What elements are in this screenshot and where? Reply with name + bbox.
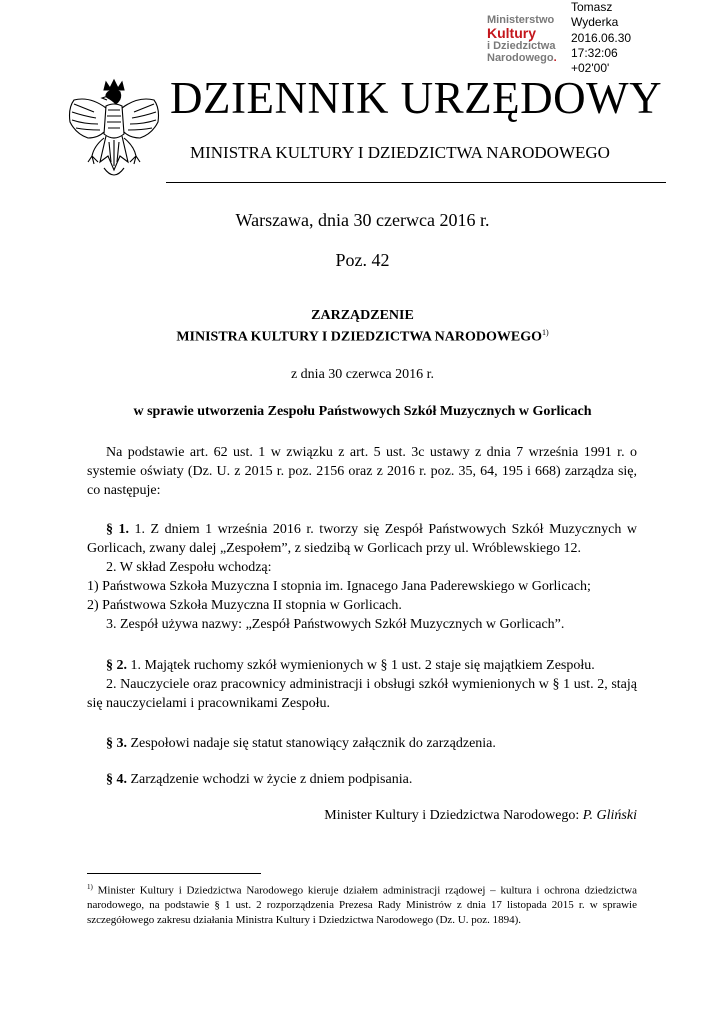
stamp-line-2: Kultury [487, 25, 536, 41]
footnote-divider [87, 873, 261, 874]
section-2-para-1: § 2. 1. Majątek ruchomy szkół wymienionych w § 1 ust. 2 staje się majątkiem Zespołu. [106, 658, 595, 673]
stamp-line-3: i Dziedzictwa [487, 40, 556, 52]
footnote: $^{1)}$ Minister Kultury i Dziedzictwa Narodowego kieruje działem administracji rządowej – kultura i ochrona dziedzictwa narodowego, na podstawie § 1 ust. 2 rozporządzenia Prezesa Rady Ministrów z dnia 17 listopada 2015 r. w sprawie szczegółowego zakresu działania Ministra Kultury i Dziedzictwa Narodowego (Dz. U. poz. 1894). [87, 883, 637, 926]
gazette-title: DZIENNIK URZĘDOWY [170, 73, 663, 123]
gazette-subtitle: MINISTRA KULTURY I DZIEDZICTWA NARODOWEGO [190, 143, 610, 162]
stamp-line-4: Narodowego. [487, 52, 557, 64]
issuer-heading: MINISTRA KULTURY I DZIEDZICTWA NARODOWEGO$^{1)}$ [176, 328, 549, 345]
position-number: Poz. 42 [335, 250, 390, 270]
ministry-stamp-logo [487, 14, 557, 64]
polish-eagle-icon [64, 78, 164, 188]
section-4: § 4. Zarządzenie wchodzi w życie z dniem podpisania. [106, 772, 413, 787]
stamp-line-1: Ministerstwo [487, 14, 555, 26]
section-1-item-1: 1) Państwowa Szkoła Muzyczna I stopnia im. Ignacego Jana Paderewskiego w Gorlicach; [87, 579, 591, 594]
section-2-para-2: 2. Nauczyciele oraz pracownicy administracji i obsługi szkół wymienionych w § 1 ust. 2, stają się nauczycielami i pracownikami Zespołu. [87, 677, 637, 711]
section-1-item-2: 2) Państwowa Szkoła Muzyczna II stopnia w Gorlicach. [87, 598, 402, 613]
footnote-ref: 1) [541, 328, 549, 337]
act-type-heading: ZARZĄDZENIE [311, 308, 414, 323]
section-3: § 3. Zespołowi nadaje się statut stanowiący załącznik do zarządzenia. [106, 736, 496, 751]
signer-name: P. Gliński [582, 808, 637, 823]
signer: Minister Kultury i Dziedzictwa Narodowego: P. Gliński [324, 808, 637, 823]
place-date: Warszawa, dnia 30 czerwca 2016 r. [235, 210, 490, 230]
preamble: Na podstawie art. 62 ust. 1 w związku z art. 5 ust. 3c ustawy z dnia 7 września 1991 r. o systemie oświaty (Dz. U. z 2015 r. poz. 2156 oraz z 2016 r. poz. 35, 64, 195 i 668) zarządza się, co następuje: [87, 445, 637, 498]
digital-signature: Tomasz Wyderka 2016.06.30 17:32:06 +02'00' [571, 0, 632, 76]
act-subject: w sprawie utworzenia Zespołu Państwowych Szkół Muzycznych w Gorlicach [133, 404, 592, 419]
header-divider [166, 182, 666, 183]
section-1-para-1: § 1. 1. Z dniem 1 września 2016 r. tworzy się Zespół Państwowych Szkół Muzycznych w Gorlicach, zwany dalej „Zespołem”, z siedzibą w Gorlicach przy ul. Wróblewskiego 12. [87, 522, 637, 556]
section-1-para-2: 2. W skład Zespołu wchodzą: [106, 560, 272, 575]
act-date: z dnia 30 czerwca 2016 r. [290, 367, 435, 382]
section-1-para-3: 3. Zespół używa nazwy: „Zespół Państwowych Szkół Muzycznych w Gorlicach”. [106, 617, 565, 632]
